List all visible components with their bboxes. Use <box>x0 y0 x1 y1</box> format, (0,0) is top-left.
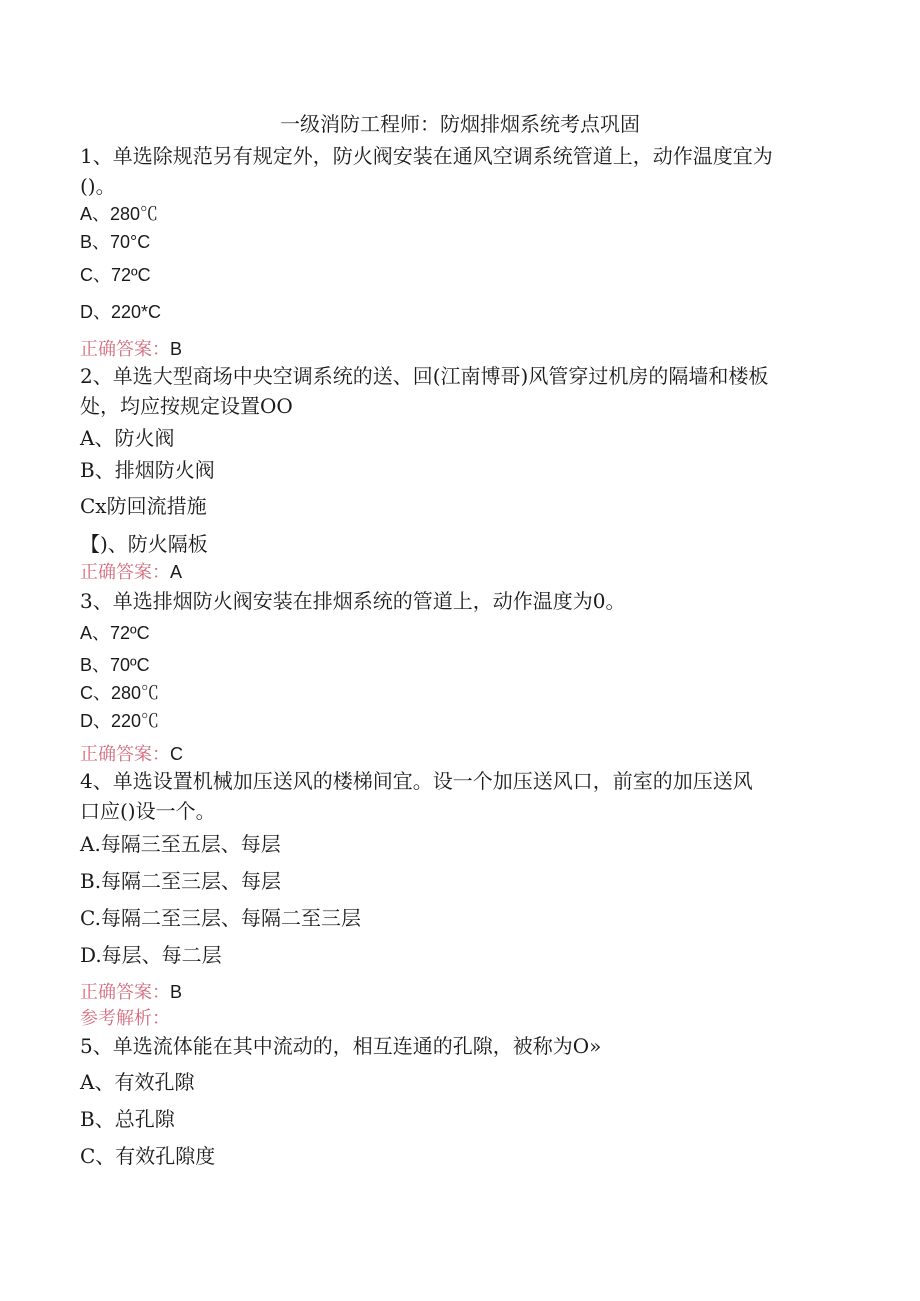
question-2-line-2: 处，均应按规定设置OO <box>80 394 293 418</box>
answer-label: 正确答案： <box>80 562 170 583</box>
answer-value: B <box>170 982 183 1002</box>
question-1-answer <box>80 335 182 361</box>
question-2-option-d: 【)、防火隔板 <box>80 532 208 556</box>
answer-value: C <box>170 744 183 764</box>
question-4-line-1: 4、单选设置机械加压送风的楼梯间宜。设一个加压送风口，前室的加压送风 <box>80 769 753 793</box>
question-5-line-1: 5、单选流体能在其中流动的，相互连通的孔隙，被称为O» <box>80 1034 602 1058</box>
question-1-option-a: A、280℃ <box>80 204 159 224</box>
question-2-answer <box>80 558 182 584</box>
question-2-option-a: A、防火阀 <box>80 426 175 450</box>
answer-value: A <box>170 562 183 582</box>
question-2-line-1: 2、单选大型商场中央空调系统的送、回(江南博哥)风管穿过机房的隔墙和楼板 <box>80 364 769 388</box>
page-title: 一级消防工程师：防烟排烟系统考点巩固 <box>280 112 640 136</box>
question-3-option-a: A、72ºC <box>80 623 150 643</box>
question-3-option-b: B、70ºC <box>80 655 150 675</box>
question-4-option-a: A.每隔三至五层、每层 <box>80 832 281 856</box>
answer-label: 正确答案： <box>80 982 170 1003</box>
question-1-line-2: ()。 <box>80 174 116 198</box>
answer-value: B <box>170 339 183 359</box>
question-1-line-1: 1、单选除规范另有规定外，防火阀安装在通风空调系统管道上，动作温度宜为 <box>80 144 773 168</box>
question-2-option-c: Cx防回流措施 <box>80 494 207 518</box>
question-2-option-b: B、排烟防火阀 <box>80 458 215 482</box>
answer-label: 正确答案： <box>80 339 170 360</box>
question-4-explanation-label: 参考解析： <box>80 1008 170 1029</box>
question-3-line-1: 3、单选排烟防火阀安装在排烟系统的管道上，动作温度为0。 <box>80 589 626 613</box>
question-5-option-a: A、有效孔隙 <box>80 1070 195 1094</box>
question-5-option-b: B、总孔隙 <box>80 1107 175 1131</box>
question-1-option-c: C、72ºC <box>80 265 151 285</box>
question-4-line-2: 口应()设一个。 <box>80 799 216 823</box>
question-4-option-b: B.每隔二至三层、每层 <box>80 869 282 893</box>
question-3-answer <box>80 740 183 766</box>
question-4-option-d: D.每层、每二层 <box>80 943 222 967</box>
question-1-option-d: D、220*C <box>80 302 162 322</box>
question-1-option-b: B、70°C <box>80 232 151 252</box>
question-4-answer <box>80 978 182 1004</box>
question-3-option-d: D、220℃ <box>80 711 160 731</box>
question-3-option-c: C、280℃ <box>80 683 160 703</box>
question-4-option-c: C.每隔二至三层、每隔二至三层 <box>80 906 361 930</box>
question-5-option-c: C、有效孔隙度 <box>80 1144 216 1168</box>
answer-label: 正确答案： <box>80 744 170 765</box>
